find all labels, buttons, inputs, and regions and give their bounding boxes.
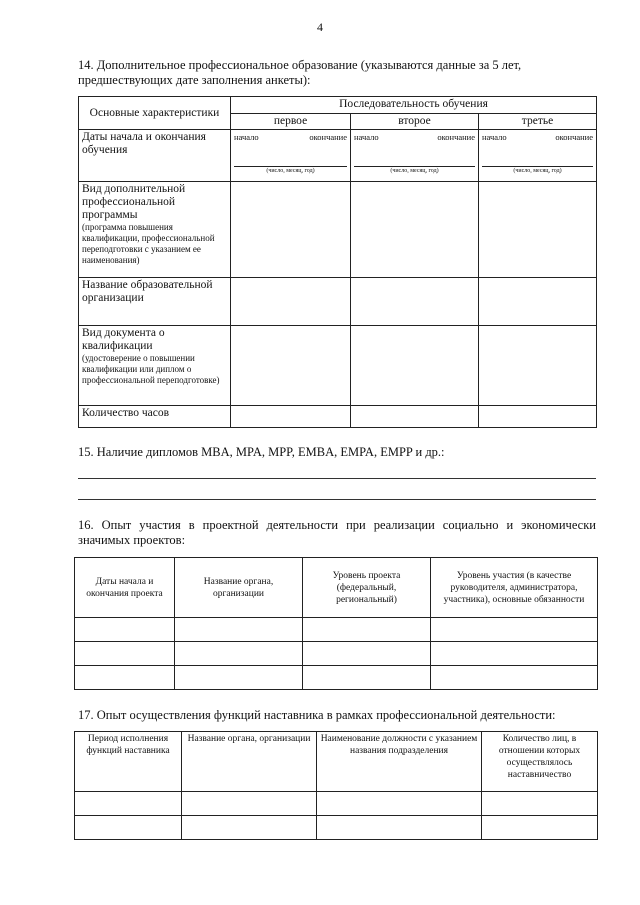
table-row [79,130,597,182]
header-position: Наименование должности с указанием названия подразделения [317,732,482,792]
table-row [79,278,597,326]
org-cell-3[interactable] [479,278,597,326]
cell[interactable] [317,816,482,840]
header-first: первое [231,114,351,130]
org-cell-1[interactable] [231,278,351,326]
program-cell-2[interactable] [351,182,479,278]
cell[interactable] [303,618,431,642]
row-dates-label: Даты начала и окончания обучения [79,130,231,182]
header-project-dates: Даты начала и окончания проекта [75,558,175,618]
hours-cell-2[interactable] [351,406,479,428]
table-row [79,406,597,428]
section-16-heading: 16. Опыт участия в проектной деятельности при реализации социально и экономически значимых проектов: [78,518,596,547]
program-cell-3[interactable] [479,182,597,278]
dates-cell-3[interactable] [479,130,597,182]
cell[interactable] [175,666,303,690]
projects-table [74,557,598,690]
header-main-characteristics: Основные характеристики [79,97,231,130]
end-label: окончание [437,132,475,142]
answer-line[interactable] [78,499,596,500]
section-17-heading: 17. Опыт осуществления функций наставника в рамках профессиональной деятельности: [78,708,556,722]
dates-cell-1[interactable] [231,130,351,182]
cell[interactable] [75,792,182,816]
answer-line[interactable] [78,478,596,479]
cell[interactable] [75,666,175,690]
header-mentoring-period: Период исполнения функций наставника [75,732,182,792]
start-label: начало [354,132,379,142]
row-org-label: Название образовательной организации [79,278,231,326]
cell[interactable] [182,792,317,816]
header-organization: Название органа, организации [182,732,317,792]
dates-cell-2[interactable] [351,130,479,182]
section-15-heading: 15. Наличие дипломов MBA, MPA, MPP, EMBA, EMPA, EMPP и др.: [78,445,445,459]
start-label: начало [234,132,259,142]
date-hint: (число, месяц, год) [482,166,593,175]
table-row [79,326,597,406]
cell[interactable] [75,618,175,642]
row-hours-label: Количество часов [79,406,231,428]
header-third: третье [479,114,597,130]
cell[interactable] [175,642,303,666]
program-cell-1[interactable] [231,182,351,278]
header-organization: Название органа, организации [175,558,303,618]
header-mentees-count: Количество лиц, в отношении которых осуществлялось наставничество [482,732,598,792]
additional-education-table [78,96,597,428]
cell[interactable] [431,618,598,642]
table-row [75,792,598,816]
table-row [79,182,597,278]
cell[interactable] [75,642,175,666]
doc-cell-1[interactable] [231,326,351,406]
doc-cell-3[interactable] [479,326,597,406]
row-program-label: Вид дополнительной профессиональной программы (программа повышения квалификации, профессиональной переподготовки с указанием ее наименования) [79,182,231,278]
table-row [75,642,598,666]
end-label: окончание [309,132,347,142]
hours-cell-3[interactable] [479,406,597,428]
cell[interactable] [75,816,182,840]
org-cell-2[interactable] [351,278,479,326]
header-second: второе [351,114,479,130]
cell[interactable] [482,792,598,816]
cell[interactable] [482,816,598,840]
row-doc-label: Вид документа о квалификации (удостоверение о повышении квалификации или диплом о профессиональной переподготовке) [79,326,231,406]
table-row [75,666,598,690]
end-label: окончание [555,132,594,142]
table-row [75,618,598,642]
cell[interactable] [317,792,482,816]
page-number: 4 [317,20,323,34]
cell[interactable] [431,642,598,666]
date-hint: (число, месяц, год) [354,166,475,175]
start-label: начало [482,132,507,142]
section-14-heading: 14. Дополнительное профессиональное образование (указываются данные за 5 лет, предшествующих дате заполнения анкеты): [78,58,522,87]
cell[interactable] [303,642,431,666]
cell[interactable] [303,666,431,690]
header-project-level: Уровень проекта (федеральный, региональный) [303,558,431,618]
hours-cell-1[interactable] [231,406,351,428]
mentoring-table [74,731,598,840]
cell[interactable] [175,618,303,642]
table-row [75,816,598,840]
header-participation-level: Уровень участия (в качестве руководителя, администратора, участника), основные обязанности [431,558,598,618]
cell[interactable] [431,666,598,690]
row-program-note: (программа повышения квалификации, профессиональной переподготовки с указанием ее наименования) [82,222,215,265]
cell[interactable] [182,816,317,840]
doc-cell-2[interactable] [351,326,479,406]
date-hint: (число, месяц, год) [234,166,347,175]
header-sequence: Последовательность обучения [231,97,597,114]
row-doc-note: (удостоверение о повышении квалификации или диплом о профессиональной переподготовке) [82,353,220,385]
